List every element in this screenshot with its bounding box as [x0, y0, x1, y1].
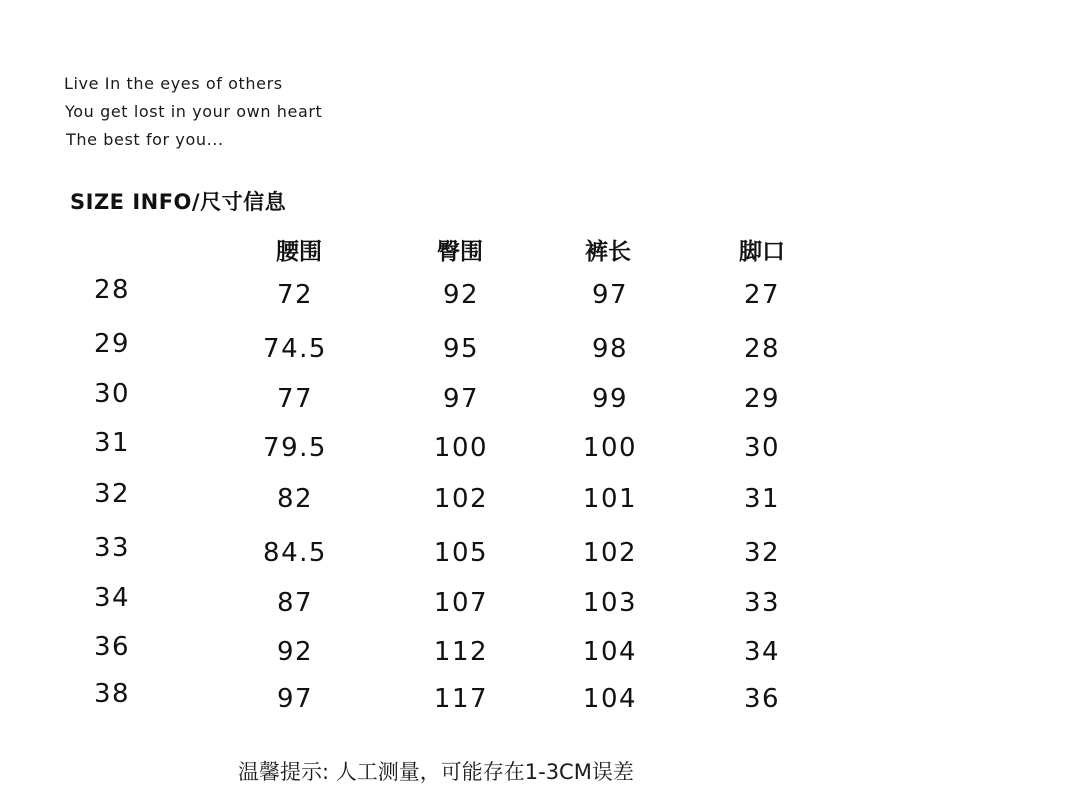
size-cell: 30 [93, 379, 131, 409]
hip-cell: 92 [442, 280, 480, 310]
waist-cell: 79.5 [263, 433, 327, 463]
tagline-line-1: Live In the eyes of others [64, 74, 283, 93]
hip-cell: 102 [433, 484, 489, 514]
waist-cell: 87 [276, 588, 314, 618]
header-waist: 腰围 [276, 239, 322, 265]
waist-cell: 72 [276, 280, 314, 310]
waist-cell: 74.5 [263, 334, 327, 364]
length-cell: 102 [582, 538, 638, 568]
hip-cell: 105 [433, 538, 489, 568]
waist-cell: 77 [276, 384, 314, 414]
tagline-line-2: You get lost in your own heart [65, 102, 323, 121]
waist-cell: 92 [276, 637, 314, 667]
hem-cell: 36 [743, 684, 781, 714]
hip-cell: 95 [442, 334, 480, 364]
length-cell: 103 [582, 588, 638, 618]
length-cell: 104 [582, 684, 638, 714]
tagline-line-3: The best for you... [66, 130, 224, 149]
waist-cell: 84.5 [263, 538, 327, 568]
size-cell: 31 [93, 428, 131, 458]
size-cell: 29 [93, 329, 131, 359]
length-cell: 104 [582, 637, 638, 667]
waist-cell: 82 [276, 484, 314, 514]
hem-cell: 27 [743, 280, 781, 310]
length-cell: 97 [591, 280, 629, 310]
hem-cell: 34 [743, 637, 781, 667]
size-cell: 28 [93, 275, 131, 305]
size-cell: 38 [93, 679, 131, 709]
size-cell: 36 [93, 632, 131, 662]
size-cell: 34 [93, 583, 131, 613]
hip-cell: 117 [433, 684, 489, 714]
hip-cell: 97 [442, 384, 480, 414]
hem-cell: 32 [743, 538, 781, 568]
hem-cell: 29 [743, 384, 781, 414]
hem-cell: 31 [743, 484, 781, 514]
hip-cell: 107 [433, 588, 489, 618]
hem-cell: 28 [743, 334, 781, 364]
size-cell: 32 [93, 479, 131, 509]
length-cell: 98 [591, 334, 629, 364]
hip-cell: 112 [433, 637, 489, 667]
size-cell: 33 [93, 533, 131, 563]
measurement-note: 温馨提示: 人工测量，可能存在1-3CM误差 [238, 760, 634, 784]
header-hem: 脚口 [739, 239, 785, 265]
size-info-title: SIZE INFO/尺寸信息 [70, 190, 287, 214]
length-cell: 101 [582, 484, 638, 514]
hem-cell: 33 [743, 588, 781, 618]
header-hip: 臀围 [437, 239, 483, 265]
waist-cell: 97 [276, 684, 314, 714]
hem-cell: 30 [743, 433, 781, 463]
hip-cell: 100 [433, 433, 489, 463]
header-length: 裤长 [585, 239, 631, 265]
length-cell: 99 [591, 384, 629, 414]
length-cell: 100 [582, 433, 638, 463]
